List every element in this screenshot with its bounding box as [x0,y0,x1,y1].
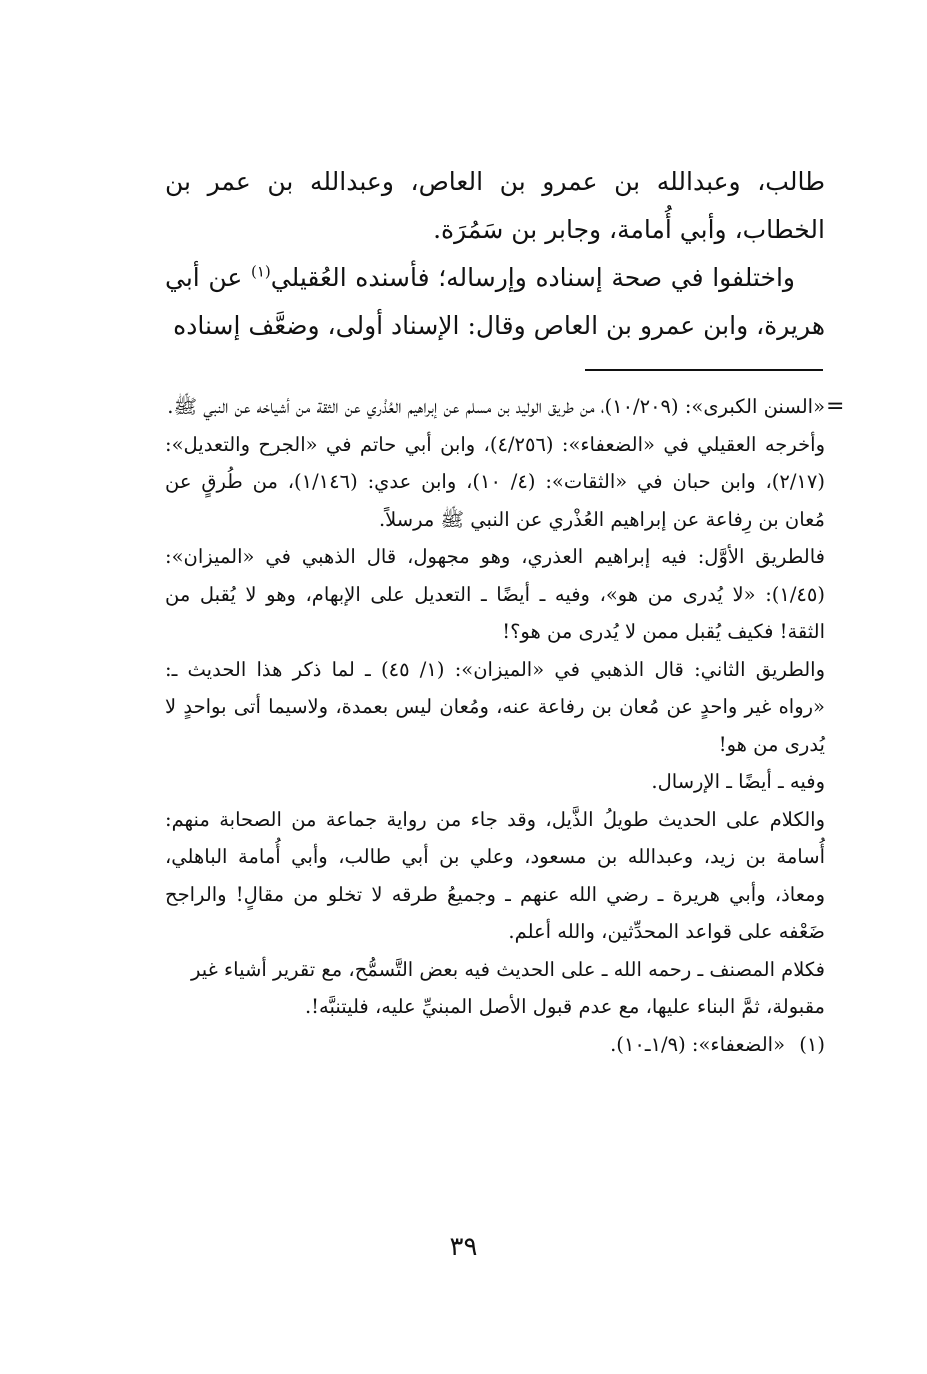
footnote-line-1: «السنن الكبرى»: (١٠/٢٠٩)، من طريق الوليد بن مسلم عن إبراهيم العُذْري عن الثقة من أشياخه عن النبي ﷺ. [167,395,825,418]
footnote-line-5: وفيه ـ أيضًا ـ الإرسال. [651,770,825,793]
main-paragraph-2-pre: واختلفوا في صحة إسناده وإرساله؛ فأسنده العُقيلي [270,263,795,292]
footnote-separator [585,369,823,371]
footnote-line-2: وأخرجه العقيلي في «الضعفاء»: (٤/٢٥٦)، وابن أبي حاتم في «الجرح والتعديل»: (٢/١٧)، وابن حبان في «الثقات»: (٤/ ١٠)، وابن عدي: (١/١٤٦)، من طُرقٍ عن مُعان بن رِفاعة عن إبراهيم العُذْري عن النبي ﷺ مرسلاً. [165,432,825,531]
main-paragraph-2-post: عن أبي هريرة، وابن عمرو بن العاص وقال: الإسناد أولى، وضعَّف إسناده [165,263,825,340]
footnote-1-text: «الضعفاء»: (١/٩ـ١٠). [610,1032,785,1056]
footnote-1-number: (١) [799,1032,825,1056]
footnotes [165,388,825,1063]
page-number: ٣٩ [449,1232,478,1262]
footnote-line-7: فكلام المصنف ـ رحمه الله ـ على الحديث فيه بعض التَّسمُّح، مع تقرير أشياء غير مقبولة، ثمَّ البناء عليها، مع عدم قبول الأصل المبنيِّ عليه، فليتنبَّه!. [190,957,825,1018]
main-paragraph-2 [165,254,825,350]
main-paragraph-1: طالب، وعبدالله بن عمرو بن العاص، وعبدالله بن عمر بن الخطاب، وأبي أُمامة، وجابر بن سَمُرَة. [165,167,825,244]
continuation-mark: = [826,394,845,419]
footnote-line-3: فالطريق الأوَّل: فيه إبراهيم العذري، وهو مجهول، قال الذهبي في «الميزان»: (١/٤٥): «لا يُدرى من هو»، وفيه ـ أيضًا ـ التعديل على الإبهام، وهو لا يُقبل من الثقة! فكيف يُقبل ممن لا يُدرى من هو؟! [165,545,825,643]
footnote-reference-1: (١) [250,262,271,281]
footnote-1 [165,1026,825,1064]
main-text [165,158,825,350]
footnote-line-4: والطريق الثاني: قال الذهبي في «الميزان»: (١/ ٤٥) ـ لما ذكر هذا الحديث ـ: «رواه غير واحدٍ عن مُعان بن رفاعة عنه، ومُعان ليس بعمدة، ولاسيما أتى بواحدٍ لا يُدرى من هو! [165,657,826,756]
footnote-line-6: والكلام على الحديث طويلُ الذَّيل، وقد جاء من رواية جماعة من الصحابة منهم: أُسامة بن زيد، وعبدالله بن مسعود، وعلي بن أبي طالب، وأبي أُمامة الباهلي، ومعاذ، وأبي هريرة ـ رضي الله عنهم ـ وجميعُ طرقه لا تخلو من مقالٍ! والراجح ضَعْفه على قواعد المحدِّثين، والله أعلم. [165,807,825,943]
